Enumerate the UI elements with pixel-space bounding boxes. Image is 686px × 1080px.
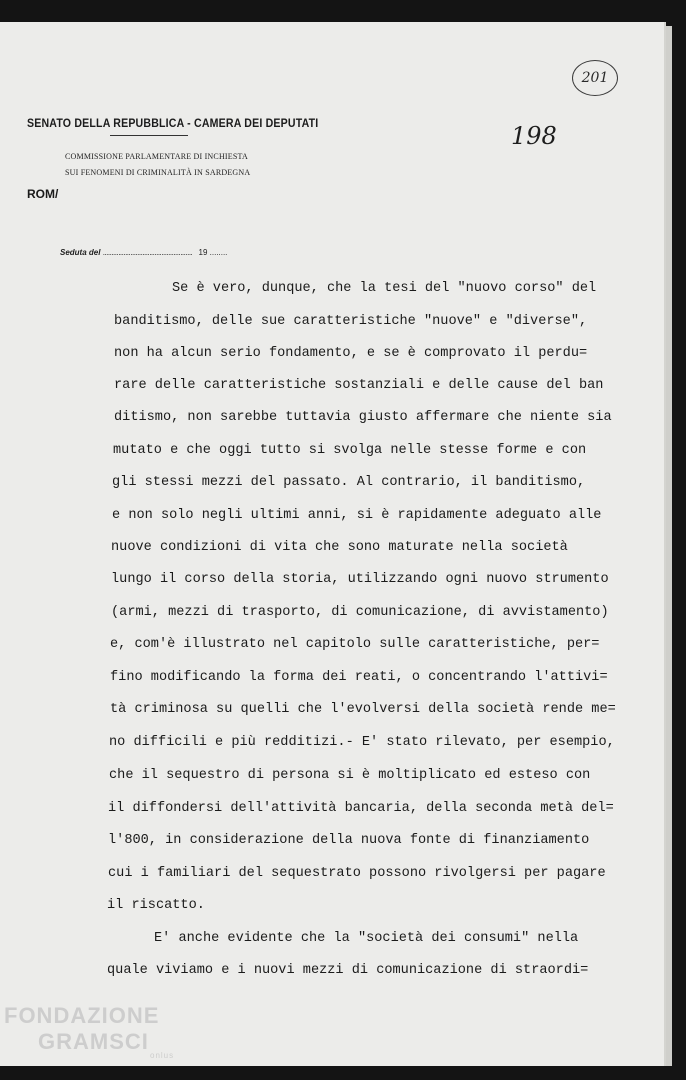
body-line: mutato e che oggi tutto si svolga nelle stesse forme e con — [113, 443, 587, 458]
body-line: rare delle caratteristiche sostanziali e delle cause del ban — [114, 378, 604, 393]
body-line: nuove condizioni di vita che sono maturate nella società — [111, 540, 568, 555]
body-line: banditismo, delle sue caratteristiche "nuove" e "diverse", — [114, 314, 588, 329]
page-edge — [666, 26, 672, 1066]
commission-line-2: SUI FENOMENI DI CRIMINALITÀ IN SARDEGNA — [65, 168, 251, 177]
body-line: (armi, mezzi di trasporto, di comunicazione, di avvistamento) — [111, 605, 609, 620]
seduta-dots: .................................................... — [102, 248, 193, 257]
body-line: lungo il corso della storia, utilizzando ogni nuovo strumento — [111, 572, 609, 587]
body-line: fino modificando la forma dei reati, o concentrando l'attivi= — [110, 670, 608, 685]
page-number-stamp — [572, 60, 618, 96]
handwritten-page-number: 198 — [511, 122, 557, 150]
body-line: e, com'è illustrato nel capitolo sulle caratteristiche, per= — [110, 637, 600, 652]
watermark-suffix: onlus — [150, 1051, 175, 1060]
commission-block — [65, 149, 250, 181]
body-line: ditismo, non sarebbe tuttavia giusto affermare che niente sia — [114, 410, 612, 425]
body-line: Se è vero, dunque, che la tesi del "nuovo corso" del — [172, 281, 597, 296]
stamp-number: 201 — [581, 70, 609, 86]
body-line: non ha alcun serio fondamento, e se è comprovato il perdu= — [114, 346, 588, 361]
body-line: che il sequestro di persona si è moltiplicato ed esteso con — [109, 768, 591, 783]
reference-code: ROM/ — [27, 187, 59, 201]
seduta-label: Seduta del — [60, 248, 101, 257]
body-line: E' anche evidente che la "società dei consumi" nella — [154, 931, 579, 946]
seduta-line — [60, 248, 227, 257]
body-line: il diffondersi dell'attività bancaria, della seconda metà del= — [108, 801, 614, 816]
body-line: no difficili e più redditizi.- E' stato rilevato, per esempio, — [109, 735, 615, 750]
seduta-year: 19 ........ — [198, 248, 228, 257]
body-line: e non solo negli ultimi anni, si è rapidamente adeguato alle — [112, 508, 602, 523]
watermark-line-2: GRAMSCI — [38, 1029, 149, 1054]
body-line: quale viviamo e i nuovi mezzi di comunicazione di straordi= — [107, 963, 589, 978]
body-line: cui i familiari del sequestrato possono rivolgersi per pagare — [108, 866, 606, 881]
body-line: l'800, in considerazione della nuova fonte di finanziamento — [108, 833, 590, 848]
watermark-line-1: FONDAZIONE — [4, 1003, 160, 1028]
body-line: gli stessi mezzi del passato. Al contrario, il banditismo, — [112, 475, 586, 490]
body-line: il riscatto. — [107, 898, 205, 913]
commission-line-1: COMMISSIONE PARLAMENTARE DI INCHIESTA — [65, 152, 248, 161]
fondazione-gramsci-watermark — [4, 1003, 175, 1060]
body-line: tà criminosa su quelli che l'evolversi della società rende me= — [110, 702, 616, 717]
header-divider — [110, 135, 188, 136]
institution-header: SENATO DELLA REPUBBLICA - CAMERA DEI DEPUTATI — [27, 118, 319, 130]
